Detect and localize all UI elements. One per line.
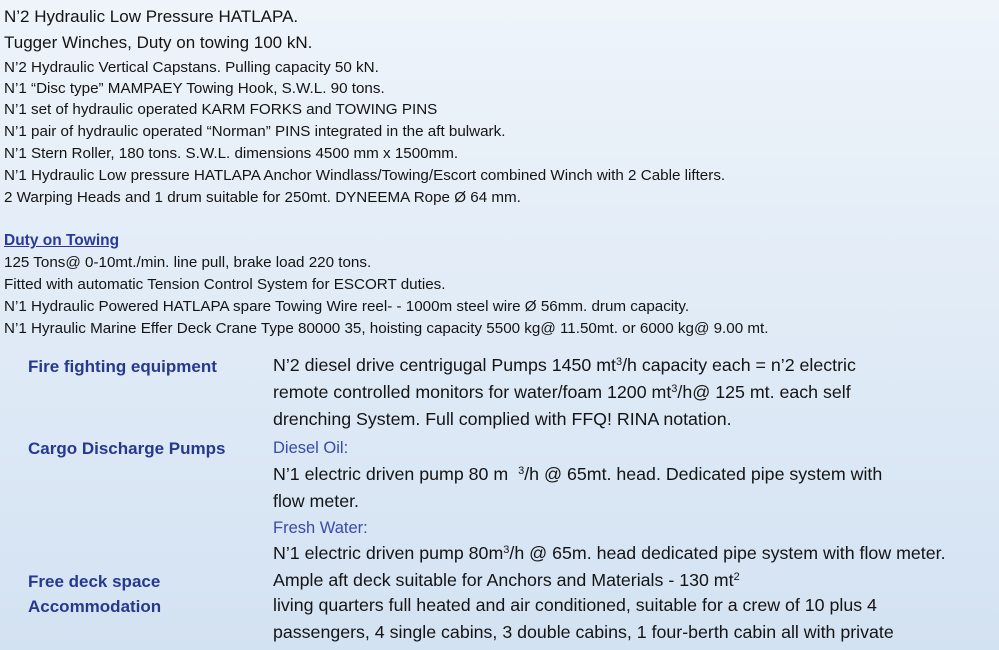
towing-line: Fitted with automatic Tension Control System for ESCORT duties.: [4, 276, 446, 293]
accommodation-line2: passengers, 4 single cabins, 3 double cabins, 1 four-berth cabin all with private: [273, 622, 894, 642]
free-deck-space-value: Ample aft deck suitable for Anchors and Materials - 130 $mt^2$: [273, 570, 740, 590]
towing-heading: Duty on Towing: [4, 232, 120, 249]
diesel-oil-label: Diesel Oil:: [273, 439, 349, 457]
equipment-line: N’1 Stern Roller, 180 tons. S.W.L. dimensions 4500 mm x 1500mm.: [4, 145, 459, 162]
towing-line: N’1 Hydraulic Powered HATLAPA spare Towing Wire reel- - 1000m steel wire Ø 56mm. drum capacity.: [4, 298, 690, 315]
equipment-line: 2 Warping Heads and 1 drum suitable for 250mt. DYNEEMA Rope Ø 64 mm.: [4, 189, 521, 206]
fire-fighting-value-line3: drenching System. Full complied with FFQ! RINA notation.: [273, 409, 732, 429]
fire-fighting-value-line2: remote controlled monitors for water/foam 1200 $mt^3/h@$ 125 mt. each self: [273, 382, 851, 402]
towing-line: 125 Tons@ 0-10mt./min. line pull, brake load 220 tons.: [4, 254, 372, 271]
equipment-line: N’1 set of hydraulic operated KARM FORKS and TOWING PINS: [4, 101, 438, 118]
intro-line: N’2 Hydraulic Low Pressure HATLAPA.: [4, 7, 299, 26]
equipment-line: N’2 Hydraulic Vertical Capstans. Pulling capacity 50 kN.: [4, 59, 379, 76]
cargo-pumps-label: Cargo Discharge Pumps: [28, 439, 226, 458]
diesel-oil-line1: N’1 electric driven pump 80 m $^3$/h @ 65mt. head. Dedicated pipe system with: [273, 464, 883, 484]
diesel-oil-line2: flow meter.: [273, 491, 359, 511]
accommodation-label: Accommodation: [28, 597, 162, 616]
fire-fighting-value-line1: N’2 diesel drive centrigugal Pumps 1450 $mt^3/h$ capacity each = n’2 electric: [273, 355, 856, 375]
fresh-water-line: N’1 electric driven pump $80m^3/h$ @ 65m. head dedicated pipe system with flow meter.: [273, 543, 946, 563]
free-deck-space-label: Free deck space: [28, 572, 161, 591]
accommodation-line1: living quarters full heated and air conditioned, suitable for a crew of 10 plus 4: [273, 595, 877, 615]
fresh-water-label: Fresh Water:: [273, 519, 368, 537]
equipment-line: N’1 pair of hydraulic operated “Norman” PINS integrated in the aft bulwark.: [4, 123, 506, 140]
intro-line: Tugger Winches, Duty on towing 100 kN.: [4, 33, 313, 52]
equipment-line: N’1 “Disc type” MAMPAEY Towing Hook, S.W.L. 90 tons.: [4, 80, 385, 97]
equipment-line: N’1 Hydraulic Low pressure HATLAPA Anchor Windlass/Towing/Escort combined Winch with 2 Cable lifters.: [4, 167, 726, 184]
fire-fighting-label: Fire fighting equipment: [28, 357, 217, 376]
towing-line: N’1 Hyraulic Marine Effer Deck Crane Type 80000 35, hoisting capacity 5500 kg@ 11.50mt. or 6000 kg@ 9.00 mt.: [4, 320, 769, 337]
